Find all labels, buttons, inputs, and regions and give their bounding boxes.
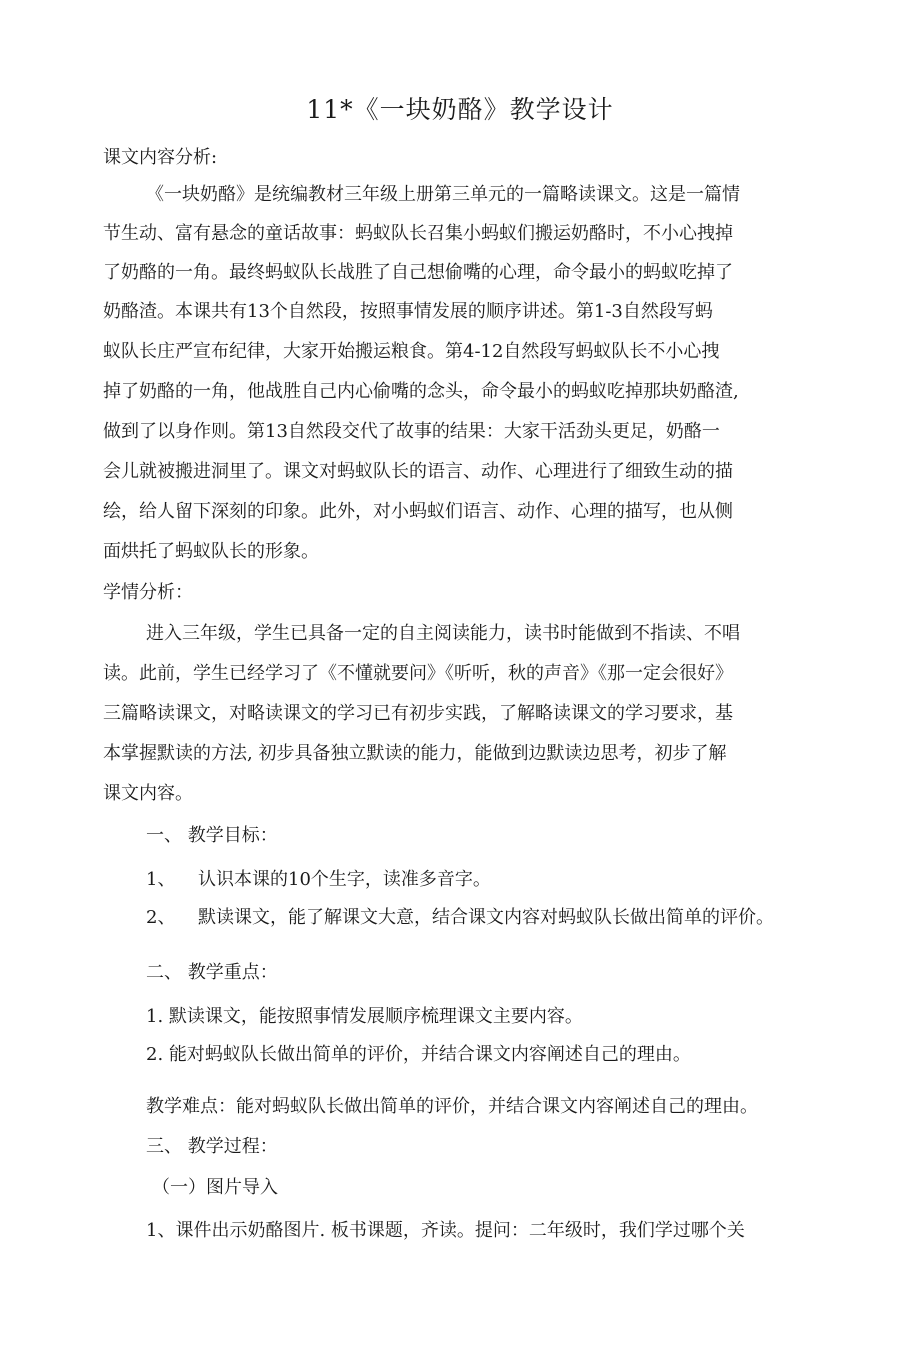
paragraph-line: 本掌握默读的方法, 初步具备独立默读的能力，能做到边默读边思考，初步了解: [103, 743, 727, 764]
paragraph-line: 课文内容。: [103, 783, 193, 804]
document-title: 11*《一块奶酪》教学设计: [306, 95, 614, 124]
key-point-item: 2. 能对蚂蚁队长做出简单的评价，并结合课文内容阐述自己的理由。: [146, 1044, 691, 1065]
paragraph-line: 节生动、富有悬念的童话故事：蚂蚁队长召集小蚂蚁们搬运奶酪时，不小心拽掉: [103, 223, 733, 244]
paragraph-line: 读。此前，学生已经学习了《不懂就要问》《听听，秋的声音》《那一定会很好》: [103, 663, 733, 684]
paragraph-line: 1、课件出示奶酪图片. 板书课题，齐读。提问：二年级时，我们学过哪个关: [146, 1220, 745, 1241]
paragraph-line: 奶酪渣。本课共有13个自然段，按照事情发展的顺序讲述。第1-3自然段写蚂: [103, 301, 713, 322]
process-sub-heading: （一）图片导入: [152, 1177, 278, 1198]
goal-text: 认识本课的10个生字，读准多音字。: [198, 869, 491, 890]
text-analysis-heading: 课文内容分析:: [103, 147, 218, 168]
paragraph-line: 三篇略读课文，对略读课文的学习已有初步实践，了解略读课文的学习要求，基: [103, 703, 733, 724]
student-analysis-heading: 学情分析：: [103, 582, 193, 603]
paragraph-line: 掉了奶酪的一角，他战胜自己内心偷嘴的念头，命令最小的蚂蚁吃掉那块奶酪渣,: [103, 381, 739, 402]
paragraph-line: 做到了以身作则。第13自然段交代了故事的结果：大家干活劲头更足，奶酪一: [103, 421, 720, 442]
key-points-heading: 二、 教学重点：: [146, 962, 278, 983]
process-heading: 三、 教学过程：: [146, 1136, 278, 1157]
difficulty-line: 教学难点：能对蚂蚁队长做出简单的评价，并结合课文内容阐述自己的理由。: [146, 1096, 758, 1117]
paragraph-line: 《一块奶酪》是统编教材三年级上册第三单元的一篇略读课文。这是一篇情: [146, 184, 740, 205]
goal-text: 默读课文，能了解课文大意，结合课文内容对蚂蚁队长做出简单的评价。: [198, 907, 774, 928]
paragraph-line: 面烘托了蚂蚁队长的形象。: [103, 541, 319, 562]
paragraph-line: 会儿就被搬进洞里了。课文对蚂蚁队长的语言、动作、心理进行了细致生动的描: [103, 461, 733, 482]
paragraph-line: 蚁队长庄严宣布纪律，大家开始搬运粮食。第4-12自然段写蚂蚁队长不小心拽: [103, 341, 720, 362]
goal-number: 1、: [146, 869, 176, 890]
paragraph-line: 进入三年级，学生已具备一定的自主阅读能力，读书时能做到不指读、不唱: [146, 623, 740, 644]
paragraph-line: 绘，给人留下深刻的印象。此外，对小蚂蚁们语言、动作、心理的描写，也从侧: [103, 501, 733, 522]
paragraph-line: 了奶酪的一角。最终蚂蚁队长战胜了自己想偷嘴的心理，命令最小的蚂蚁吃掉了: [103, 262, 733, 283]
key-point-item: 1. 默读课文，能按照事情发展顺序梳理课文主要内容。: [146, 1006, 583, 1027]
goal-item-2: [146, 906, 774, 930]
goal-number: 2、: [146, 907, 176, 928]
goals-heading: 一、 教学目标：: [146, 825, 278, 846]
goal-item-1: [146, 868, 491, 892]
